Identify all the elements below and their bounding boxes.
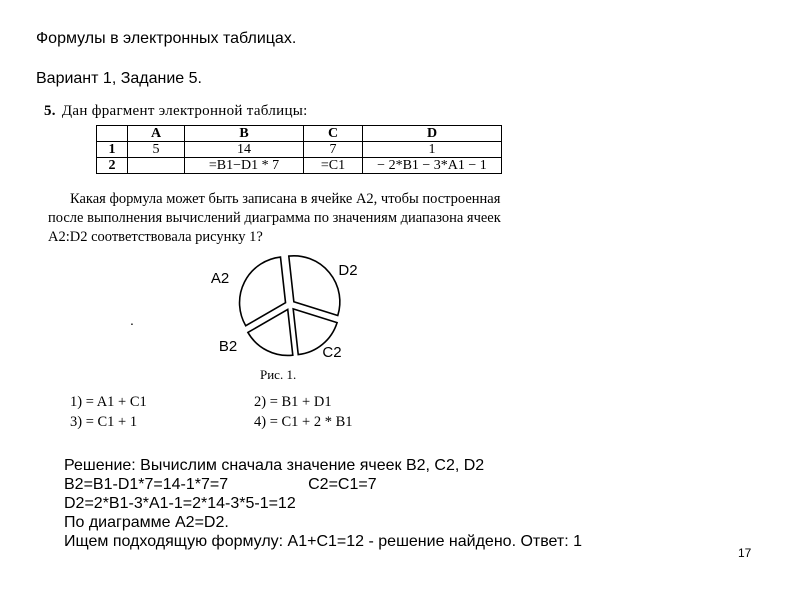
answer-option-1: 1) = A1 + C1 — [70, 394, 147, 410]
table-cell-b2: =B1−D1 * 7 — [185, 158, 304, 174]
solution-line-4: По диаграмме A2=D2. — [64, 514, 229, 531]
table-cell-d2: − 2*B1 − 3*A1 − 1 — [363, 158, 502, 174]
solution-line-2 — [64, 475, 582, 494]
stray-dot: . — [130, 312, 134, 328]
pie-label-c2: C2 — [322, 344, 342, 361]
answer-option-3: 3) = C1 + 1 — [70, 414, 138, 430]
pie-label-a2: A2 — [210, 270, 230, 287]
answer-option-4: 4) = C1 + 2 * B1 — [254, 414, 353, 430]
variant-heading: Вариант 1, Задание 5. — [36, 70, 202, 87]
table-cell-c1: 7 — [304, 142, 363, 158]
column-header-d: D — [363, 126, 502, 142]
row-number-cell: 2 — [97, 158, 128, 174]
figure-caption: Рис. 1. — [260, 367, 297, 382]
solution-line-1: Решение: Вычислим сначала значение ячеек B2, C2, D2 — [64, 457, 485, 474]
table-cell-a2 — [128, 158, 185, 174]
task-question: Какая формула может быть записана в ячейке A2, чтобы построенная после выполнения вычислений диаграмма по значениям диапазона ячеек A2:D2 соответствовала рисунку 1? — [48, 191, 501, 245]
pie-slice-d2 — [289, 256, 340, 316]
row-number-cell: 1 — [97, 142, 128, 158]
column-header-b: B — [185, 126, 304, 142]
table-cell-a1: 5 — [128, 142, 185, 158]
page-number: 17 — [738, 546, 752, 560]
pie-chart — [200, 250, 380, 370]
pie-label-d2: D2 — [338, 262, 358, 279]
table-cell-b1: 14 — [185, 142, 304, 158]
task-intro — [44, 103, 308, 120]
table-header-row — [97, 126, 502, 142]
task-number: 5. — [44, 103, 56, 119]
solution-line-5: Ищем подходящую формулу: A1+C1=12 - решение найдено. Ответ: 1 — [64, 533, 583, 550]
column-header-a: A — [128, 126, 185, 142]
answer-option-2: 2) = B1 + D1 — [254, 394, 332, 410]
solution-line-3: D2=2*B1-3*A1-1=2*14-3*5-1=12 — [64, 495, 296, 512]
table-corner-cell — [97, 126, 128, 142]
table-cell-c2: =C1 — [304, 158, 363, 174]
table-cell-d1: 1 — [363, 142, 502, 158]
table-row — [97, 142, 502, 158]
pie-label-b2: B2 — [218, 338, 238, 355]
column-header-c: C — [304, 126, 363, 142]
page-title: Формулы в электронных таблицах. — [36, 30, 297, 47]
table-row — [97, 158, 502, 174]
solution-b2-calc: B2=B1-D1*7=14-1*7=7 — [64, 476, 229, 493]
solution-block — [64, 456, 582, 551]
task-intro-text: Дан фрагмент электронной таблицы: — [61, 103, 308, 119]
solution-c2-calc: C2=C1=7 — [308, 476, 377, 493]
spreadsheet-fragment — [96, 125, 502, 174]
